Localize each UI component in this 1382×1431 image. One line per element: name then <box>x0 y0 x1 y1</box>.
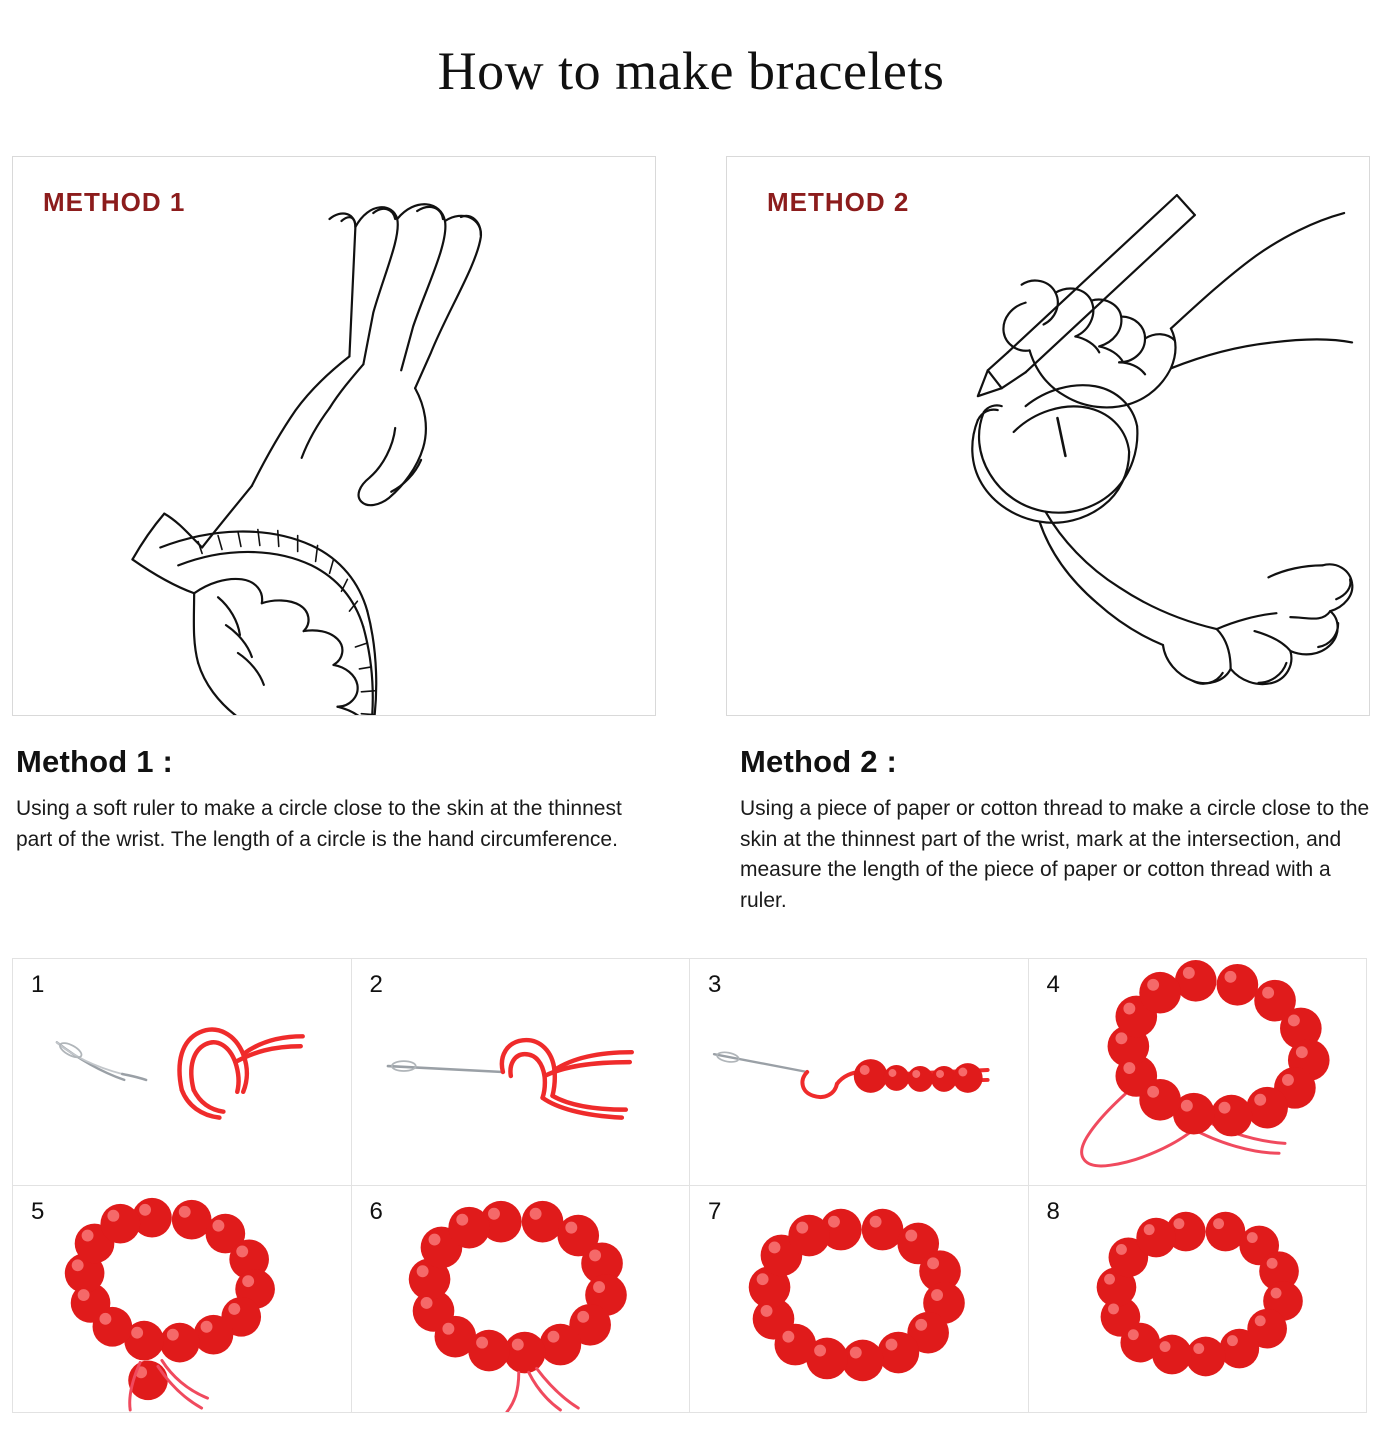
beads-on-cord-art <box>690 959 1028 1185</box>
method-1-heading: Method 1 : <box>16 744 173 780</box>
step-number: 7 <box>708 1198 722 1226</box>
step-cell-1 <box>12 958 352 1186</box>
step-cell-7 <box>689 1185 1029 1413</box>
page-root <box>0 36 1382 1431</box>
page-title: How to make bracelets <box>437 41 945 102</box>
method-1-badge: METHOD 1 <box>43 187 186 218</box>
finished-bracelet-front-art <box>1029 1186 1367 1412</box>
bead-loop-loose-ends-art <box>1029 959 1367 1185</box>
step-cell-5 <box>12 1185 352 1413</box>
bead-ring-knot-forming-art <box>13 1186 351 1412</box>
steps-section <box>0 958 1382 1412</box>
method-2-body: Using a piece of paper or cotton thread to make a circle close to the skin at the thinnest part of the wrist, mark at the intersection, and measure the length of the piece of paper or cotton thread with a ruler. <box>740 797 1370 912</box>
step-number: 4 <box>1046 971 1060 999</box>
step-cell-3 <box>689 958 1029 1186</box>
step-cell-6 <box>351 1185 691 1413</box>
method-2-column <box>726 156 1370 916</box>
step-number: 2 <box>369 971 383 999</box>
method-1-figure <box>12 156 656 716</box>
step-cell-8 <box>1028 1185 1368 1413</box>
method-2-badge: METHOD 2 <box>767 187 910 218</box>
bead-ring-knot-tightened-art <box>352 1186 690 1412</box>
step-number: 3 <box>708 971 722 999</box>
steps-row-top <box>12 958 1370 1185</box>
step-number: 8 <box>1046 1198 1060 1226</box>
methods-section <box>0 138 1382 916</box>
finished-bracelet-trimmed-art <box>690 1186 1028 1412</box>
steps-row-bottom <box>12 1185 1370 1412</box>
needle-and-cord-art <box>13 959 351 1185</box>
step-cell-2 <box>351 958 691 1186</box>
method-1-body: Using a soft ruler to make a circle close to the skin at the thinnest part of the wrist. The length of a circle is the hand circumference. <box>16 797 622 851</box>
step-number: 1 <box>31 971 45 999</box>
step-cell-4 <box>1028 958 1368 1186</box>
method-2-heading: Method 2 : <box>740 744 897 780</box>
method-2-figure <box>726 156 1370 716</box>
method-1-column <box>12 156 656 916</box>
hand-ruler-illustration <box>13 157 655 715</box>
hand-paper-pen-illustration <box>727 157 1369 715</box>
step-number: 6 <box>369 1198 383 1226</box>
cord-through-needle-art <box>352 959 690 1185</box>
step-number: 5 <box>31 1198 45 1226</box>
